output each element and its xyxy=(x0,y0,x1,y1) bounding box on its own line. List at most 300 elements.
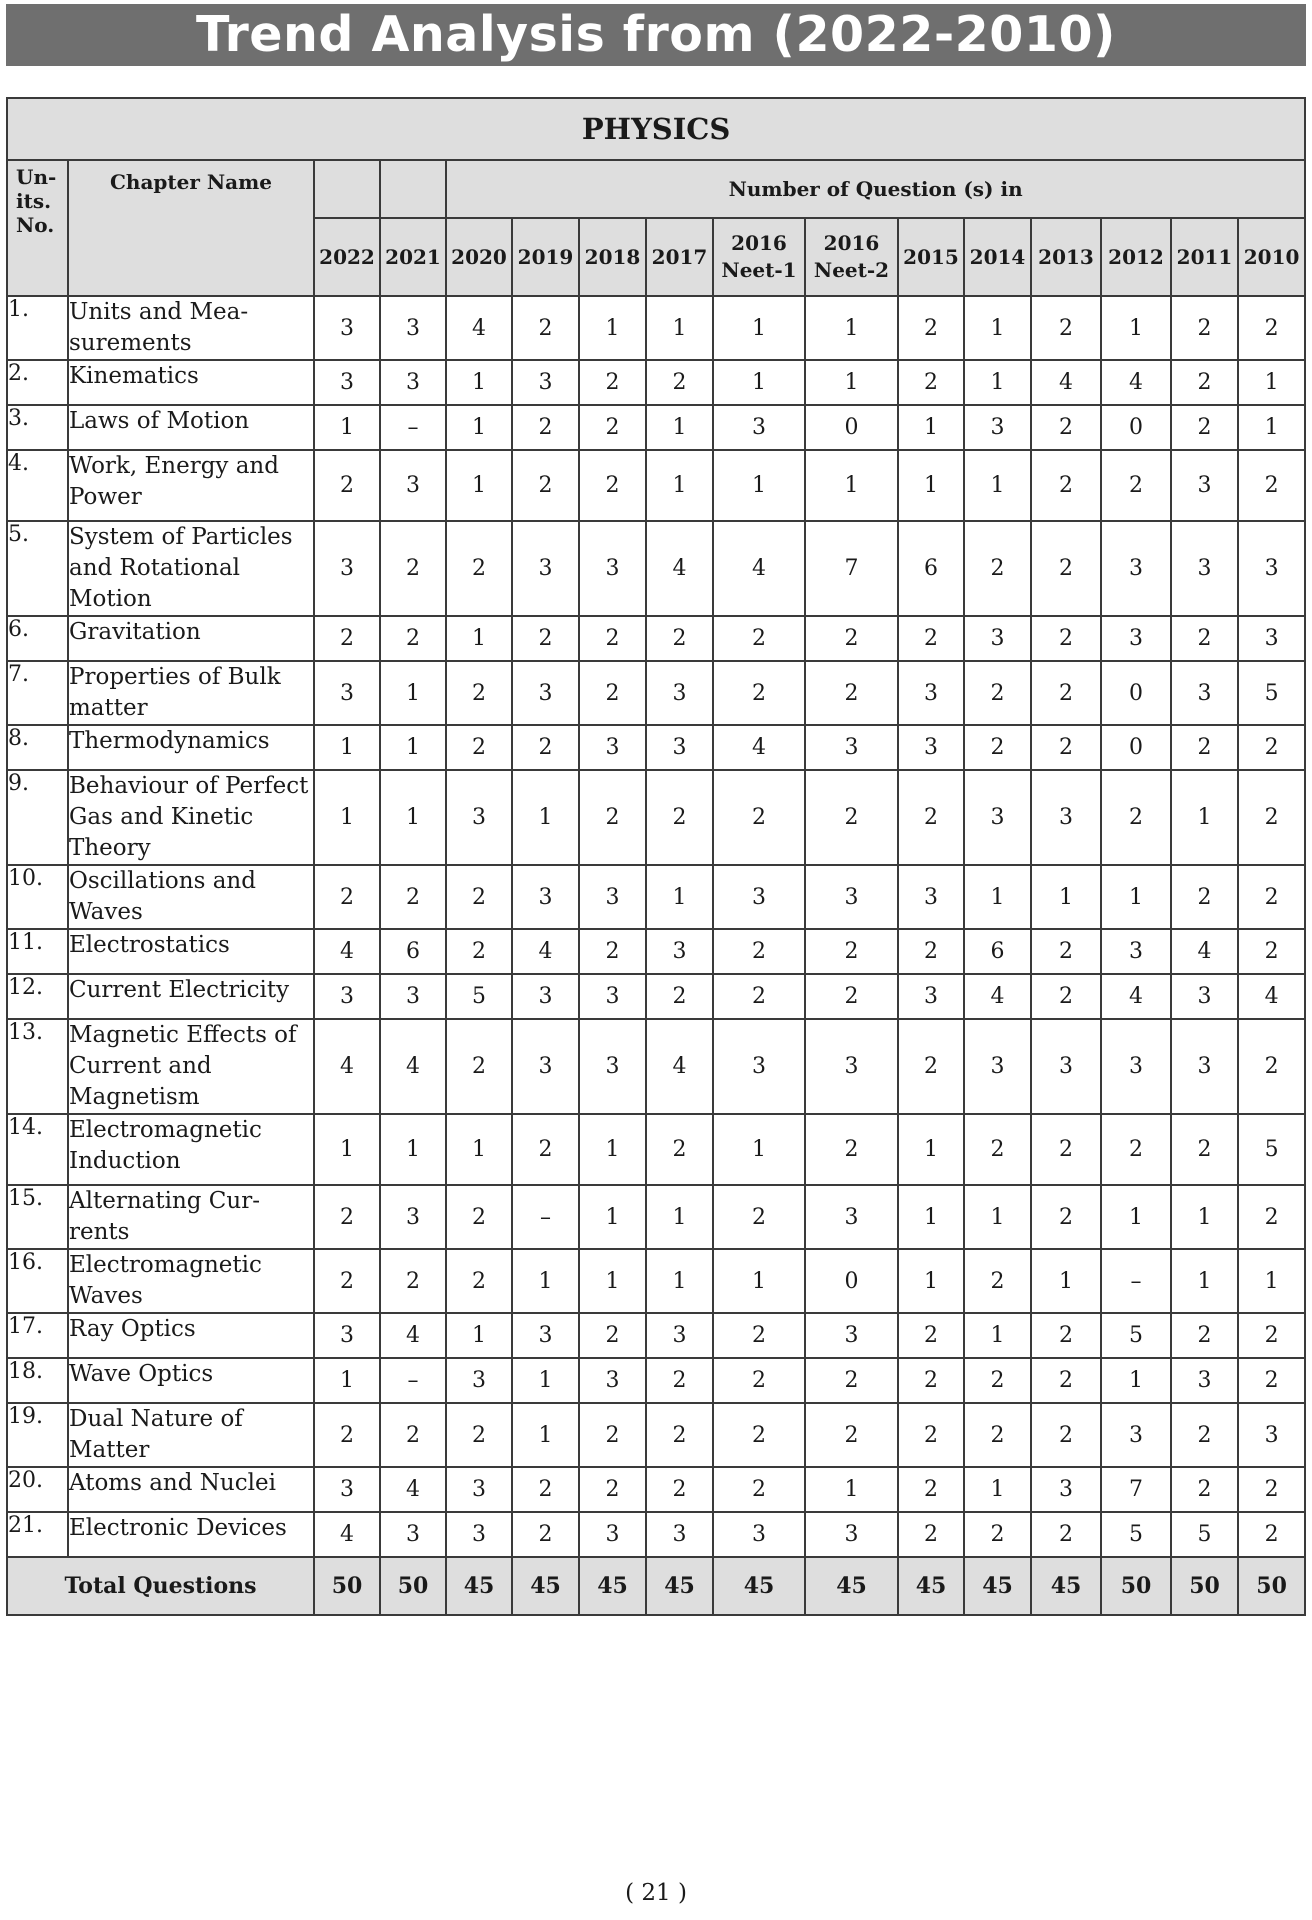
question-count: 2 xyxy=(380,1403,446,1467)
unit-number: 11. xyxy=(7,929,68,974)
question-count: 3 xyxy=(964,616,1031,661)
question-count: 2 xyxy=(1238,1019,1305,1114)
question-count: 2 xyxy=(579,1467,646,1512)
chapter-name: Properties of Bulk matter xyxy=(68,661,314,725)
page-title: Trend Analysis from (2022-2010) xyxy=(6,4,1306,66)
question-count: 2 xyxy=(1238,1467,1305,1512)
question-count: 2 xyxy=(314,450,380,521)
table-row xyxy=(7,1185,1305,1249)
question-count: 2 xyxy=(446,661,512,725)
question-count: 2 xyxy=(646,770,713,865)
question-count: 2 xyxy=(898,1467,964,1512)
question-count: 1 xyxy=(1101,296,1171,360)
question-count: 2 xyxy=(805,661,898,725)
unit-number: 10. xyxy=(7,865,68,929)
unit-number: 4. xyxy=(7,450,68,521)
question-count: 3 xyxy=(512,865,579,929)
question-count: 2 xyxy=(713,616,805,661)
question-count: 2 xyxy=(1101,770,1171,865)
question-count: 3 xyxy=(314,974,380,1019)
question-count: 4 xyxy=(1031,360,1101,405)
chapter-name: Electromagnetic Waves xyxy=(68,1249,314,1313)
question-count: 1 xyxy=(512,1403,579,1467)
trend-table xyxy=(6,97,1306,1616)
question-count: 2 xyxy=(964,1358,1031,1403)
question-count: 3 xyxy=(1101,521,1171,616)
question-count: 3 xyxy=(1101,929,1171,974)
question-count: 4 xyxy=(1171,929,1238,974)
question-count: 1 xyxy=(446,616,512,661)
question-count: 1 xyxy=(898,405,964,450)
year-header: 2018 xyxy=(579,218,646,296)
unit-number: 17. xyxy=(7,1313,68,1358)
question-count: 4 xyxy=(713,725,805,770)
chapter-name: Dual Nature of Matter xyxy=(68,1403,314,1467)
question-count: 2 xyxy=(805,1403,898,1467)
question-count: 1 xyxy=(1171,1249,1238,1313)
question-count: 1 xyxy=(446,360,512,405)
year-header: 2012 xyxy=(1101,218,1171,296)
question-count: 5 xyxy=(446,974,512,1019)
table-row xyxy=(7,450,1305,521)
question-count: 0 xyxy=(1101,725,1171,770)
question-count: 1 xyxy=(1171,1185,1238,1249)
question-count: 2 xyxy=(646,616,713,661)
question-count: 1 xyxy=(1101,1358,1171,1403)
question-count: 1 xyxy=(964,296,1031,360)
question-count: 3 xyxy=(713,1019,805,1114)
total-count: 50 xyxy=(314,1557,380,1615)
question-count: 2 xyxy=(1238,770,1305,865)
question-count: 5 xyxy=(1171,1512,1238,1557)
question-count: 1 xyxy=(1238,405,1305,450)
question-count: 7 xyxy=(1101,1467,1171,1512)
question-count: 2 xyxy=(646,1114,713,1185)
question-count: 2 xyxy=(898,1019,964,1114)
question-count: 3 xyxy=(314,1467,380,1512)
question-count: 2 xyxy=(579,661,646,725)
question-count: 2 xyxy=(713,1403,805,1467)
question-count: 2 xyxy=(1101,450,1171,521)
total-count: 50 xyxy=(1238,1557,1305,1615)
question-count: 1 xyxy=(805,450,898,521)
question-count: 3 xyxy=(646,1313,713,1358)
question-count: 1 xyxy=(713,1249,805,1313)
question-count: 1 xyxy=(713,360,805,405)
table-row xyxy=(7,974,1305,1019)
question-count: 3 xyxy=(646,725,713,770)
question-count: 3 xyxy=(1101,1019,1171,1114)
year-header: 2016 Neet-2 xyxy=(805,218,898,296)
question-count: 1 xyxy=(964,360,1031,405)
question-count: 1 xyxy=(1238,360,1305,405)
question-count: 1 xyxy=(446,405,512,450)
question-count: 3 xyxy=(512,521,579,616)
chapter-name: Magnetic Effects of Current and Magnetism xyxy=(68,1019,314,1114)
question-count: 2 xyxy=(964,1512,1031,1557)
question-count: 2 xyxy=(1031,1403,1101,1467)
question-count: 2 xyxy=(805,974,898,1019)
total-count: 45 xyxy=(1031,1557,1101,1615)
question-count: 2 xyxy=(446,1403,512,1467)
chapter-name: Units and Mea- surements xyxy=(68,296,314,360)
question-count: 1 xyxy=(1171,770,1238,865)
question-count: 3 xyxy=(446,1512,512,1557)
question-count: 1 xyxy=(579,1249,646,1313)
question-count: 1 xyxy=(646,1185,713,1249)
question-count: 1 xyxy=(1238,1249,1305,1313)
unit-number: 2. xyxy=(7,360,68,405)
question-count: 2 xyxy=(713,1185,805,1249)
year-header: 2011 xyxy=(1171,218,1238,296)
total-count: 50 xyxy=(1171,1557,1238,1615)
total-count: 45 xyxy=(512,1557,579,1615)
chapter-name: Laws of Motion xyxy=(68,405,314,450)
question-count: 3 xyxy=(512,1019,579,1114)
question-count: 2 xyxy=(964,1114,1031,1185)
question-count: 1 xyxy=(646,405,713,450)
question-count: 3 xyxy=(1171,521,1238,616)
question-count: 4 xyxy=(646,1019,713,1114)
question-count: 2 xyxy=(646,360,713,405)
question-count: 2 xyxy=(314,1403,380,1467)
question-count: 3 xyxy=(898,725,964,770)
question-count: 2 xyxy=(314,1185,380,1249)
question-count: 3 xyxy=(380,1512,446,1557)
question-count: 2 xyxy=(380,616,446,661)
question-count: 2 xyxy=(964,521,1031,616)
question-count: 3 xyxy=(1238,521,1305,616)
question-count: 5 xyxy=(1101,1313,1171,1358)
question-count: 1 xyxy=(805,360,898,405)
question-count: 3 xyxy=(805,1019,898,1114)
unit-number: 7. xyxy=(7,661,68,725)
question-count: 1 xyxy=(964,1313,1031,1358)
question-count: 2 xyxy=(1238,725,1305,770)
chapter-name: Kinematics xyxy=(68,360,314,405)
question-count: 1 xyxy=(898,1185,964,1249)
question-count: 3 xyxy=(646,661,713,725)
question-count: 1 xyxy=(646,296,713,360)
question-count: 4 xyxy=(380,1019,446,1114)
unit-number: 14. xyxy=(7,1114,68,1185)
question-count: 2 xyxy=(380,521,446,616)
question-count: 0 xyxy=(805,405,898,450)
unit-number: 1. xyxy=(7,296,68,360)
question-count: 2 xyxy=(1238,865,1305,929)
question-count: 2 xyxy=(446,1249,512,1313)
question-count: 2 xyxy=(898,770,964,865)
question-count: 3 xyxy=(446,770,512,865)
question-count: 2 xyxy=(964,1249,1031,1313)
question-count: 5 xyxy=(1238,1114,1305,1185)
question-count: 2 xyxy=(1171,405,1238,450)
question-count: 2 xyxy=(1031,1185,1101,1249)
question-count: 2 xyxy=(1238,1185,1305,1249)
question-count: 2 xyxy=(446,865,512,929)
table-row xyxy=(7,1403,1305,1467)
year-header: 2016 Neet-1 xyxy=(713,218,805,296)
question-count: 2 xyxy=(1031,725,1101,770)
question-count: 3 xyxy=(964,405,1031,450)
year-header: 2010 xyxy=(1238,218,1305,296)
question-count: 3 xyxy=(1031,1467,1101,1512)
total-count: 50 xyxy=(1101,1557,1171,1615)
question-count: 1 xyxy=(1031,1249,1101,1313)
question-count: 2 xyxy=(646,1403,713,1467)
question-count: 2 xyxy=(1171,1313,1238,1358)
question-count: 2 xyxy=(1031,929,1101,974)
question-count: 3 xyxy=(1171,661,1238,725)
table-row xyxy=(7,1249,1305,1313)
question-count: 2 xyxy=(646,974,713,1019)
question-count: 3 xyxy=(805,865,898,929)
units-no-header: Un- its. No. xyxy=(7,160,68,296)
question-count: 2 xyxy=(314,616,380,661)
question-count: 7 xyxy=(805,521,898,616)
question-count: 2 xyxy=(713,929,805,974)
question-count: 2 xyxy=(898,1358,964,1403)
total-count: 45 xyxy=(898,1557,964,1615)
question-count: 2 xyxy=(1238,296,1305,360)
total-row xyxy=(7,1557,1305,1615)
question-count: 2 xyxy=(1031,1512,1101,1557)
table-row xyxy=(7,1019,1305,1114)
chapter-name: Alternating Cur- rents xyxy=(68,1185,314,1249)
total-count: 45 xyxy=(646,1557,713,1615)
question-count: 2 xyxy=(1238,450,1305,521)
question-count: 3 xyxy=(380,450,446,521)
question-count: 1 xyxy=(964,1467,1031,1512)
question-count: 1 xyxy=(964,865,1031,929)
question-count: 4 xyxy=(512,929,579,974)
question-count: – xyxy=(380,405,446,450)
question-count: 4 xyxy=(646,521,713,616)
question-count: 1 xyxy=(805,296,898,360)
question-count: 3 xyxy=(380,360,446,405)
table-body xyxy=(7,296,1305,1615)
question-count: 3 xyxy=(512,1313,579,1358)
year-header: 2021 xyxy=(380,218,446,296)
question-count: 3 xyxy=(579,974,646,1019)
question-count: 1 xyxy=(314,770,380,865)
question-count: 2 xyxy=(380,865,446,929)
question-count: 2 xyxy=(512,450,579,521)
question-count: 2 xyxy=(1031,1358,1101,1403)
chapter-name: Electromagnetic Induction xyxy=(68,1114,314,1185)
table-row xyxy=(7,865,1305,929)
question-count: 1 xyxy=(380,661,446,725)
question-count: 3 xyxy=(646,1512,713,1557)
question-count: 2 xyxy=(1171,616,1238,661)
question-count: 1 xyxy=(646,1249,713,1313)
question-count: 2 xyxy=(1031,1114,1101,1185)
question-count: 3 xyxy=(579,1019,646,1114)
question-count: 2 xyxy=(964,661,1031,725)
question-count: 3 xyxy=(380,974,446,1019)
unit-number: 15. xyxy=(7,1185,68,1249)
question-count: 4 xyxy=(713,521,805,616)
question-count: 2 xyxy=(805,1358,898,1403)
chapter-name: Behaviour of Perfect Gas and Kinetic Theory xyxy=(68,770,314,865)
question-count: 2 xyxy=(512,1114,579,1185)
question-count: 3 xyxy=(380,1185,446,1249)
question-count: 2 xyxy=(713,974,805,1019)
year-header: 2020 xyxy=(446,218,512,296)
unit-number: 5. xyxy=(7,521,68,616)
question-count: 2 xyxy=(1171,1403,1238,1467)
question-count: 2 xyxy=(713,1313,805,1358)
question-count: 2 xyxy=(1238,929,1305,974)
question-count: 2 xyxy=(446,725,512,770)
subject-heading: PHYSICS xyxy=(7,98,1305,160)
chapter-name: Electrostatics xyxy=(68,929,314,974)
unit-number: 16. xyxy=(7,1249,68,1313)
question-count: 1 xyxy=(713,450,805,521)
question-count: 2 xyxy=(1238,1313,1305,1358)
question-count: 3 xyxy=(1031,1019,1101,1114)
unit-number: 8. xyxy=(7,725,68,770)
chapter-name: Gravitation xyxy=(68,616,314,661)
question-count: 1 xyxy=(380,725,446,770)
question-count: 2 xyxy=(1031,974,1101,1019)
question-count: 2 xyxy=(446,1019,512,1114)
question-count: 2 xyxy=(579,616,646,661)
question-count: 1 xyxy=(713,1114,805,1185)
question-count: 3 xyxy=(512,661,579,725)
question-count: 4 xyxy=(446,296,512,360)
question-count: 3 xyxy=(713,405,805,450)
question-count: 1 xyxy=(512,770,579,865)
table-row xyxy=(7,360,1305,405)
question-count: 2 xyxy=(805,929,898,974)
question-count: 2 xyxy=(512,1467,579,1512)
question-count: 3 xyxy=(1171,974,1238,1019)
question-count: 1 xyxy=(964,450,1031,521)
total-count: 45 xyxy=(805,1557,898,1615)
table-row xyxy=(7,296,1305,360)
question-count: 2 xyxy=(1171,725,1238,770)
question-count: 5 xyxy=(1238,661,1305,725)
question-count: 2 xyxy=(805,1114,898,1185)
question-count: 2 xyxy=(1031,450,1101,521)
question-count: 3 xyxy=(579,1512,646,1557)
header-blank-cell xyxy=(380,160,446,218)
question-count: 2 xyxy=(805,616,898,661)
question-count: 3 xyxy=(898,974,964,1019)
question-count: 4 xyxy=(380,1313,446,1358)
question-count: 3 xyxy=(579,1358,646,1403)
question-count: 4 xyxy=(314,1512,380,1557)
year-header: 2014 xyxy=(964,218,1031,296)
chapter-name-header: Chapter Name xyxy=(68,160,314,296)
question-count: 0 xyxy=(1101,405,1171,450)
question-count: 1 xyxy=(805,1467,898,1512)
question-count: 2 xyxy=(512,616,579,661)
question-count: 2 xyxy=(1031,1313,1101,1358)
chapter-name: Electronic Devices xyxy=(68,1512,314,1557)
question-count: 2 xyxy=(512,1512,579,1557)
question-count: 3 xyxy=(1031,770,1101,865)
question-count: 2 xyxy=(713,661,805,725)
question-count: 3 xyxy=(805,1313,898,1358)
question-count: 2 xyxy=(646,1467,713,1512)
question-count: 6 xyxy=(898,521,964,616)
table-row xyxy=(7,1512,1305,1557)
unit-number: 18. xyxy=(7,1358,68,1403)
question-count: 2 xyxy=(898,616,964,661)
question-count: 2 xyxy=(898,1313,964,1358)
table-row xyxy=(7,725,1305,770)
question-count: 1 xyxy=(446,1313,512,1358)
question-count: 2 xyxy=(713,1358,805,1403)
question-count: 2 xyxy=(805,770,898,865)
question-count: 1 xyxy=(380,770,446,865)
question-count: 2 xyxy=(512,725,579,770)
question-count: 2 xyxy=(579,360,646,405)
question-count: 2 xyxy=(446,1185,512,1249)
question-count: – xyxy=(1101,1249,1171,1313)
year-header: 2013 xyxy=(1031,218,1101,296)
question-count: 2 xyxy=(314,1249,380,1313)
year-header: 2019 xyxy=(512,218,579,296)
table-row xyxy=(7,1313,1305,1358)
question-count: 2 xyxy=(579,405,646,450)
question-count: 3 xyxy=(579,865,646,929)
question-count: 2 xyxy=(1171,865,1238,929)
question-count: 3 xyxy=(446,1467,512,1512)
question-count: 1 xyxy=(646,450,713,521)
question-count: 0 xyxy=(805,1249,898,1313)
chapter-name: System of Particles and Rotational Motion xyxy=(68,521,314,616)
question-count: 4 xyxy=(1101,360,1171,405)
question-count: 2 xyxy=(1031,521,1101,616)
total-count: 45 xyxy=(964,1557,1031,1615)
question-count: 3 xyxy=(1171,450,1238,521)
question-count: 3 xyxy=(314,661,380,725)
table-row xyxy=(7,616,1305,661)
question-count: 2 xyxy=(964,1403,1031,1467)
question-count: 3 xyxy=(805,725,898,770)
question-count: 1 xyxy=(579,1114,646,1185)
total-count: 45 xyxy=(713,1557,805,1615)
question-count: 3 xyxy=(512,360,579,405)
chapter-name: Oscillations and Waves xyxy=(68,865,314,929)
question-count: 1 xyxy=(898,1249,964,1313)
question-count: 2 xyxy=(579,770,646,865)
question-count: 1 xyxy=(314,1114,380,1185)
question-count: 3 xyxy=(380,296,446,360)
question-count: 3 xyxy=(898,661,964,725)
table-row xyxy=(7,661,1305,725)
unit-number: 13. xyxy=(7,1019,68,1114)
question-count: 2 xyxy=(1031,296,1101,360)
question-count: 3 xyxy=(314,521,380,616)
question-count: 1 xyxy=(579,296,646,360)
question-count: – xyxy=(512,1185,579,1249)
question-count: 2 xyxy=(579,450,646,521)
question-count: 1 xyxy=(898,450,964,521)
question-count: 2 xyxy=(1238,1358,1305,1403)
question-count: 2 xyxy=(1031,616,1101,661)
chapter-name: Wave Optics xyxy=(68,1358,314,1403)
question-count: 2 xyxy=(646,1358,713,1403)
question-count: 3 xyxy=(1238,1403,1305,1467)
question-count: 3 xyxy=(964,1019,1031,1114)
question-count: 1 xyxy=(898,1114,964,1185)
table-row xyxy=(7,1467,1305,1512)
question-count: 2 xyxy=(1101,1114,1171,1185)
